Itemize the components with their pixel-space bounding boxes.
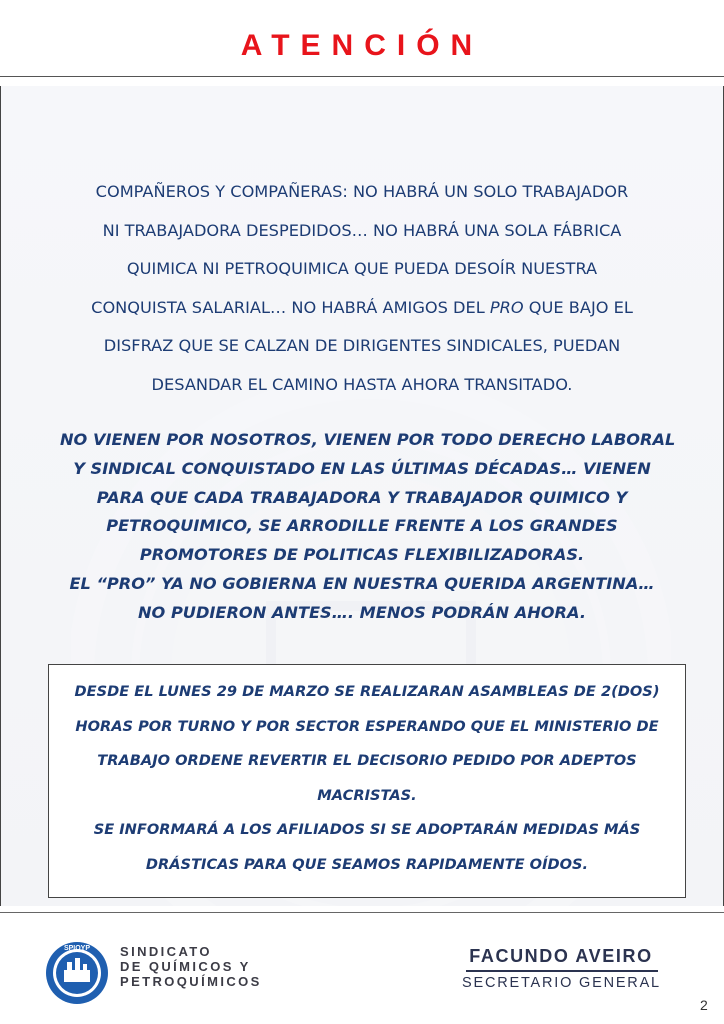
notice-line: TRABAJO ORDENE REVERTIR EL DECISORIO PEDIDO POR ADEPTOS (97, 752, 637, 769)
signature-line (466, 970, 658, 972)
header-divider (0, 76, 724, 77)
emphasis-line: Y SINDICAL CONQUISTADO EN LAS ÚLTIMAS DÉCADAS… VIENEN (73, 458, 651, 478)
union-name-line: PETROQUÍMICOS (120, 974, 262, 989)
page-number: 2 (700, 997, 708, 1013)
pro-emphasis: PRO (489, 297, 524, 317)
union-name (120, 944, 262, 989)
notice-text (49, 675, 685, 882)
intro-line-part: QUE BAJO EL (523, 297, 633, 317)
emphasis-line: PETROQUIMICO, SE ARRODILLE FRENTE A LOS GRANDES (106, 516, 618, 536)
union-name-line: SINDICATO (120, 944, 212, 959)
header (0, 0, 724, 87)
intro-line: DESANDAR EL CAMINO HASTA AHORA TRANSITADO. (151, 374, 573, 394)
notice-line: DRÁSTICAS PARA QUE SEAMOS RAPIDAMENTE OÍDOS. (145, 855, 589, 873)
intro-line: DISFRAZ QUE SE CALZAN DE DIRIGENTES SINDICALES, PUEDAN (103, 336, 621, 355)
notice-box (48, 664, 686, 898)
emphasis-paragraph (60, 426, 676, 628)
emphasis-line: NO VIENEN POR NOSOTROS, VIENEN POR TODO DERECHO LABORAL (60, 430, 676, 449)
union-logo-icon (44, 940, 110, 1006)
notice-line: MACRISTAS. (317, 786, 417, 804)
intro-line: NI TRABAJADORA DESPEDIDOS… NO HABRÁ UNA SOLA FÁBRICA (102, 220, 622, 240)
emphasis-line: PARA QUE CADA TRABAJADORA Y TRABAJADOR QUIMICO Y (96, 487, 628, 507)
notice-line: SE INFORMARÁ A LOS AFILIADOS SI SE ADOPTARÁN MEDIDAS MÁS (93, 821, 641, 838)
intro-paragraph (60, 173, 664, 404)
footer-divider (0, 912, 724, 913)
signatory-name: FACUNDO AVEIRO (469, 946, 653, 966)
intro-line (60, 289, 664, 328)
page-title: ATENCIÓN (240, 29, 484, 62)
intro-line-part: CONQUISTA SALARIAL… NO HABRÁ AMIGOS DEL (91, 297, 490, 317)
notice-line: HORAS POR TURNO Y POR SECTOR ESPERANDO QUE EL MINISTERIO DE (75, 717, 659, 735)
logo-text: SPIQYP (63, 945, 91, 952)
emphasis-line: PROMOTORES DE POLITICAS FLEXIBILIZADORAS. (139, 545, 585, 565)
intro-line: COMPAÑEROS Y COMPAÑERAS: NO HABRÁ UN SOLO TRABAJADOR (95, 182, 629, 201)
signatory-role: SECRETARIO GENERAL (462, 975, 661, 991)
notice-line: DESDE EL LUNES 29 DE MARZO SE REALIZARAN ASAMBLEAS DE 2(DOS) (74, 683, 660, 700)
intro-line: QUIMICA NI PETROQUIMICA QUE PUEDA DESOÍR NUESTRA (126, 259, 598, 278)
union-name-line: DE QUÍMICOS Y (120, 959, 251, 974)
emphasis-line: NO PUDIERON ANTES…. MENOS PODRÁN AHORA. (138, 602, 586, 622)
emphasis-line: EL “PRO” YA NO GOBIERNA EN NUESTRA QUERIDA ARGENTINA… (69, 573, 655, 593)
